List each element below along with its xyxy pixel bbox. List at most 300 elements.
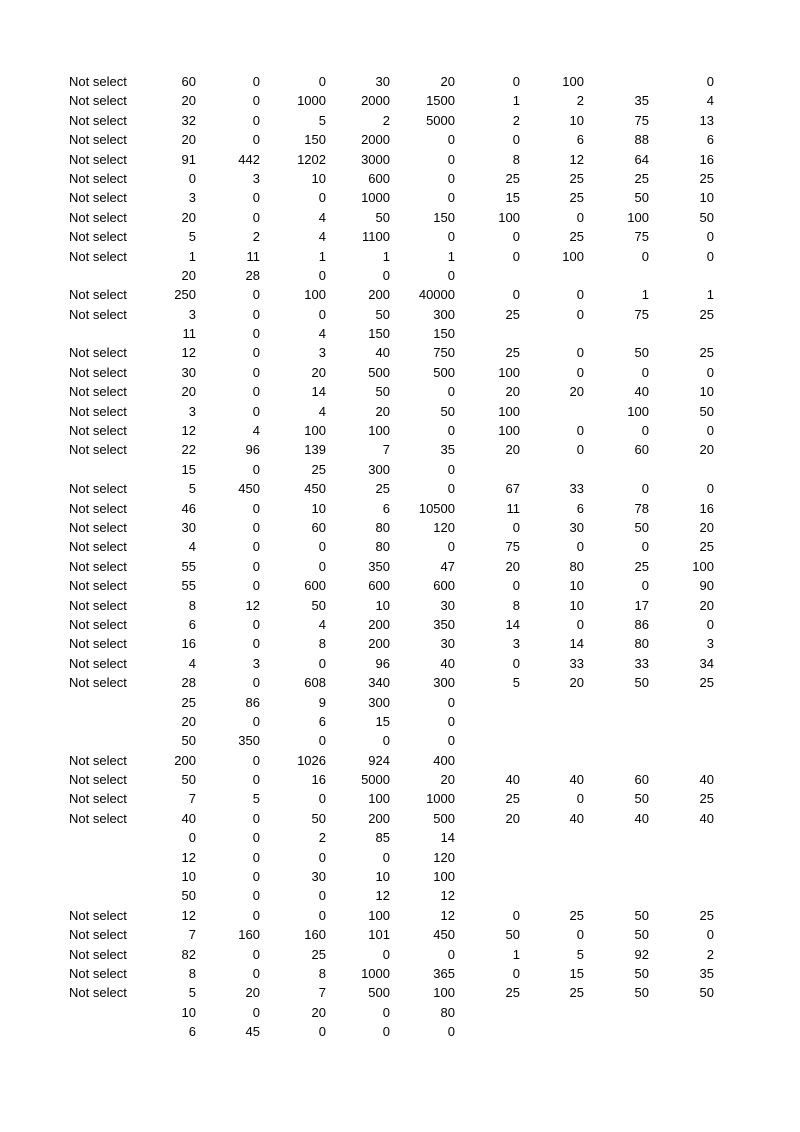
table-cell: 50	[634, 907, 649, 923]
table-cell: 4	[318, 616, 326, 632]
table-cell: 12	[245, 597, 260, 613]
table-cell: 46	[181, 500, 196, 516]
table-cell: 6	[576, 132, 584, 148]
table-cell: 0	[576, 345, 584, 361]
table-cell: 1	[318, 248, 326, 264]
table-cell: 0	[252, 907, 260, 923]
table-cell: 25	[569, 170, 584, 186]
table-cell: 15	[375, 713, 390, 729]
table-cell: 4	[318, 326, 326, 342]
table-cell: 3	[252, 655, 260, 671]
table-cell: 0	[641, 248, 649, 264]
table-cell: 30	[311, 869, 326, 885]
table-cell: 0	[188, 170, 196, 186]
table-cell: 5	[188, 481, 196, 497]
table-cell: 0	[318, 190, 326, 206]
table-cell: 12	[569, 151, 584, 167]
table-cell: 10	[699, 190, 714, 206]
table-cell: 0	[447, 539, 455, 555]
table-cell: 0	[576, 791, 584, 807]
table-cell: 4	[252, 423, 260, 439]
table-cell: 50	[699, 209, 714, 225]
table-cell: 1	[447, 248, 455, 264]
table-cell: 50	[505, 927, 520, 943]
row-status-cell: Not select	[69, 112, 127, 128]
table-row	[0, 596, 800, 615]
table-cell: 0	[382, 1024, 390, 1040]
table-row	[0, 150, 800, 169]
table-cell: 0	[252, 112, 260, 128]
table-cell: 300	[368, 694, 390, 710]
table-cell: 10	[311, 500, 326, 516]
table-cell: 3	[318, 345, 326, 361]
row-status-cell: Not select	[69, 810, 127, 826]
table-cell: 78	[634, 500, 649, 516]
table-cell: 12	[181, 849, 196, 865]
table-cell: 25	[699, 170, 714, 186]
table-cell: 25	[634, 558, 649, 574]
table-cell: 67	[505, 481, 520, 497]
table-cell: 96	[245, 442, 260, 458]
table-cell: 12	[181, 345, 196, 361]
table-cell: 1500	[426, 93, 455, 109]
table-cell: 0	[318, 888, 326, 904]
table-cell: 200	[174, 752, 196, 768]
table-cell: 300	[368, 461, 390, 477]
row-status-cell: Not select	[69, 151, 127, 167]
table-cell: 0	[447, 481, 455, 497]
table-cell: 20	[699, 442, 714, 458]
table-cell: 0	[252, 849, 260, 865]
row-status-cell: Not select	[69, 74, 127, 89]
row-status-cell: Not select	[69, 384, 127, 400]
table-row	[0, 343, 800, 362]
table-cell: 0	[382, 1004, 390, 1020]
table-cell: 0	[447, 132, 455, 148]
table-row	[0, 227, 800, 246]
table-cell: 20	[181, 93, 196, 109]
table-row	[0, 479, 800, 498]
table-cell: 10	[181, 869, 196, 885]
table-cell: 11	[246, 248, 260, 264]
table-cell: 0	[641, 539, 649, 555]
table-cell: 20	[505, 558, 520, 574]
table-cell: 0	[447, 384, 455, 400]
table-cell: 0	[318, 306, 326, 322]
table-cell: 500	[433, 364, 455, 380]
table-cell: 34	[699, 655, 714, 671]
table-cell: 50	[311, 597, 326, 613]
table-cell: 3	[188, 306, 196, 322]
table-cell: 250	[174, 287, 196, 303]
table-cell: 6	[576, 500, 584, 516]
table-cell: 1	[382, 248, 390, 264]
table-cell: 0	[576, 442, 584, 458]
table-cell: 14	[440, 830, 455, 846]
table-cell: 400	[433, 752, 455, 768]
table-cell: 86	[634, 616, 649, 632]
table-cell: 80	[375, 519, 390, 535]
table-cell: 85	[375, 830, 390, 846]
table-cell: 25	[311, 946, 326, 962]
row-status-cell: Not select	[69, 364, 127, 380]
table-cell: 0	[706, 423, 714, 439]
table-row	[0, 848, 800, 867]
table-cell: 1000	[361, 190, 390, 206]
table-cell: 25	[699, 345, 714, 361]
table-cell: 40	[375, 345, 390, 361]
table-cell: 55	[181, 578, 196, 594]
table-cell: 75	[505, 539, 520, 555]
table-cell: 2	[382, 112, 390, 128]
table-cell: 20	[311, 1004, 326, 1020]
table-cell: 160	[238, 927, 260, 943]
table-row	[0, 731, 800, 750]
table-cell: 0	[252, 326, 260, 342]
table-row	[0, 576, 800, 595]
table-row	[0, 111, 800, 130]
table-cell: 25	[505, 791, 520, 807]
table-cell: 600	[368, 578, 390, 594]
table-cell: 50	[181, 733, 196, 749]
table-cell: 25	[505, 345, 520, 361]
table-row	[0, 460, 800, 479]
table-cell: 20	[181, 132, 196, 148]
table-cell: 0	[318, 791, 326, 807]
table-cell: 365	[433, 965, 455, 981]
table-row	[0, 363, 800, 382]
table-cell: 20	[505, 384, 520, 400]
row-status-cell: Not select	[69, 345, 127, 361]
table-cell: 40	[699, 772, 714, 788]
table-cell: 0	[706, 616, 714, 632]
table-cell: 50	[634, 675, 649, 691]
table-cell: 3	[706, 636, 714, 652]
table-cell: 6	[318, 713, 326, 729]
table-cell: 25	[569, 985, 584, 1001]
table-row	[0, 886, 800, 905]
table-cell: 17	[634, 597, 649, 613]
table-cell: 450	[304, 481, 326, 497]
table-cell: 5	[318, 112, 326, 128]
table-cell: 0	[447, 267, 455, 283]
table-cell: 4	[318, 229, 326, 245]
row-status-cell: Not select	[69, 403, 127, 419]
table-cell: 5	[252, 791, 260, 807]
table-cell: 0	[576, 287, 584, 303]
row-status-cell: Not select	[69, 519, 127, 535]
table-cell: 200	[368, 287, 390, 303]
spreadsheet-table	[0, 72, 800, 1042]
table-cell: 200	[368, 636, 390, 652]
table-cell: 91	[181, 151, 196, 167]
table-cell: 16	[311, 772, 326, 788]
table-row	[0, 440, 800, 459]
table-cell: 0	[512, 655, 520, 671]
table-row	[0, 828, 800, 847]
table-cell: 0	[447, 694, 455, 710]
table-cell: 60	[311, 519, 326, 535]
table-cell: 100	[692, 558, 714, 574]
table-cell: 20	[181, 209, 196, 225]
table-row	[0, 1022, 800, 1041]
table-cell: 14	[569, 636, 584, 652]
table-cell: 150	[368, 326, 390, 342]
table-cell: 16	[181, 636, 196, 652]
table-cell: 50	[375, 384, 390, 400]
table-cell: 100	[627, 403, 649, 419]
row-status-cell: Not select	[69, 907, 127, 923]
table-cell: 8	[188, 597, 196, 613]
table-row	[0, 925, 800, 944]
table-cell: 100	[498, 364, 520, 380]
table-cell: 50	[634, 985, 649, 1001]
table-cell: 1	[641, 287, 649, 303]
table-cell: 20	[375, 403, 390, 419]
table-cell: 100	[368, 423, 390, 439]
table-cell: 12	[440, 888, 455, 904]
table-cell: 2000	[361, 93, 390, 109]
table-row	[0, 499, 800, 518]
row-status-cell: Not select	[69, 578, 127, 594]
table-cell: 35	[699, 965, 714, 981]
table-cell: 0	[447, 1024, 455, 1040]
table-cell: 0	[576, 927, 584, 943]
table-cell: 0	[252, 869, 260, 885]
table-cell: 8	[318, 965, 326, 981]
table-cell: 30	[440, 636, 455, 652]
table-cell: 13	[699, 112, 714, 128]
table-cell: 0	[576, 209, 584, 225]
table-cell: 0	[447, 713, 455, 729]
table-cell: 5	[188, 985, 196, 1001]
table-cell: 4	[188, 655, 196, 671]
table-row	[0, 673, 800, 692]
table-cell: 2	[576, 93, 584, 109]
table-cell: 20	[505, 442, 520, 458]
table-cell: 25	[569, 907, 584, 923]
table-cell: 50	[634, 965, 649, 981]
table-cell: 0	[641, 423, 649, 439]
table-cell: 10	[569, 112, 584, 128]
table-row	[0, 382, 800, 401]
table-cell: 0	[252, 772, 260, 788]
table-cell: 50	[699, 403, 714, 419]
row-status-cell: Not select	[69, 481, 127, 497]
table-cell: 0	[512, 74, 520, 89]
table-cell: 0	[252, 74, 260, 89]
table-cell: 100	[433, 869, 455, 885]
table-cell: 0	[252, 558, 260, 574]
row-status-cell: Not select	[69, 287, 127, 303]
table-cell: 20	[699, 519, 714, 535]
table-cell: 600	[433, 578, 455, 594]
table-cell: 101	[368, 927, 390, 943]
table-cell: 3	[252, 170, 260, 186]
table-cell: 608	[304, 675, 326, 691]
table-cell: 100	[627, 209, 649, 225]
row-status-cell: Not select	[69, 985, 127, 1001]
table-cell: 88	[634, 132, 649, 148]
table-cell: 150	[433, 209, 455, 225]
table-cell: 25	[569, 229, 584, 245]
table-row	[0, 421, 800, 440]
row-status-cell: Not select	[69, 791, 127, 807]
table-cell: 0	[641, 578, 649, 594]
table-row	[0, 964, 800, 983]
row-status-cell: Not select	[69, 170, 127, 186]
table-cell: 90	[699, 578, 714, 594]
table-cell: 0	[252, 345, 260, 361]
table-cell: 25	[505, 985, 520, 1001]
table-cell: 5000	[361, 772, 390, 788]
table-cell: 100	[304, 423, 326, 439]
table-cell: 100	[562, 74, 584, 89]
table-cell: 10	[569, 578, 584, 594]
table-cell: 10	[569, 597, 584, 613]
table-cell: 0	[252, 209, 260, 225]
table-cell: 0	[252, 810, 260, 826]
table-cell: 0	[706, 927, 714, 943]
table-cell: 50	[634, 190, 649, 206]
table-cell: 6	[382, 500, 390, 516]
table-cell: 1	[188, 248, 196, 264]
table-cell: 0	[318, 558, 326, 574]
table-cell: 11	[182, 326, 196, 342]
table-cell: 2	[512, 112, 520, 128]
table-cell: 0	[447, 946, 455, 962]
table-cell: 450	[238, 481, 260, 497]
table-cell: 120	[433, 849, 455, 865]
table-cell: 28	[181, 675, 196, 691]
table-cell: 0	[706, 481, 714, 497]
table-cell: 50	[375, 209, 390, 225]
table-cell: 0	[252, 384, 260, 400]
table-cell: 8	[188, 965, 196, 981]
table-row	[0, 402, 800, 421]
table-cell: 25	[181, 694, 196, 710]
table-cell: 45	[245, 1024, 260, 1040]
table-cell: 0	[706, 248, 714, 264]
table-row	[0, 169, 800, 188]
row-status-cell: Not select	[69, 772, 127, 788]
table-cell: 1000	[361, 965, 390, 981]
table-cell: 5	[188, 229, 196, 245]
table-cell: 0	[318, 1024, 326, 1040]
table-cell: 0	[318, 267, 326, 283]
table-cell: 8	[318, 636, 326, 652]
row-status-cell: Not select	[69, 636, 127, 652]
table-cell: 20	[569, 384, 584, 400]
table-row	[0, 693, 800, 712]
table-cell: 0	[512, 519, 520, 535]
table-cell: 30	[375, 74, 390, 89]
table-cell: 6	[188, 1024, 196, 1040]
table-cell: 40	[569, 772, 584, 788]
table-cell: 0	[252, 713, 260, 729]
table-row	[0, 712, 800, 731]
table-row	[0, 789, 800, 808]
table-cell: 0	[641, 364, 649, 380]
table-cell: 35	[634, 93, 649, 109]
table-cell: 3	[188, 403, 196, 419]
table-row	[0, 809, 800, 828]
row-status-cell: Not select	[69, 93, 127, 109]
table-cell: 20	[181, 713, 196, 729]
table-cell: 33	[634, 655, 649, 671]
table-cell: 30	[569, 519, 584, 535]
table-row	[0, 945, 800, 964]
table-cell: 20	[440, 74, 455, 89]
table-cell: 30	[440, 597, 455, 613]
table-cell: 1026	[297, 752, 326, 768]
table-cell: 0	[252, 1004, 260, 1020]
table-cell: 32	[181, 112, 196, 128]
table-cell: 0	[252, 93, 260, 109]
table-cell: 40	[569, 810, 584, 826]
table-cell: 25	[699, 675, 714, 691]
table-cell: 300	[433, 675, 455, 691]
row-status-cell: Not select	[69, 248, 127, 264]
table-cell: 75	[634, 229, 649, 245]
table-cell: 0	[252, 888, 260, 904]
table-cell: 160	[304, 927, 326, 943]
table-cell: 0	[447, 423, 455, 439]
table-cell: 0	[318, 539, 326, 555]
table-row	[0, 751, 800, 770]
table-cell: 33	[569, 655, 584, 671]
table-cell: 50	[181, 888, 196, 904]
table-cell: 75	[634, 306, 649, 322]
table-cell: 14	[311, 384, 326, 400]
table-cell: 40	[505, 772, 520, 788]
table-cell: 200	[368, 616, 390, 632]
table-cell: 1000	[297, 93, 326, 109]
table-cell: 500	[368, 985, 390, 1001]
row-status-cell: Not select	[69, 500, 127, 516]
table-cell: 0	[576, 306, 584, 322]
table-cell: 600	[368, 170, 390, 186]
row-status-cell: Not select	[69, 655, 127, 671]
table-cell: 0	[512, 229, 520, 245]
table-cell: 25	[699, 306, 714, 322]
table-cell: 0	[252, 132, 260, 148]
table-cell: 0	[447, 461, 455, 477]
table-cell: 0	[318, 733, 326, 749]
table-cell: 0	[512, 578, 520, 594]
table-cell: 0	[447, 733, 455, 749]
table-cell: 0	[318, 849, 326, 865]
table-cell: 0	[512, 965, 520, 981]
table-cell: 80	[569, 558, 584, 574]
table-cell: 5	[512, 675, 520, 691]
table-row	[0, 770, 800, 789]
table-cell: 25	[375, 481, 390, 497]
table-cell: 350	[368, 558, 390, 574]
table-cell: 4	[318, 403, 326, 419]
table-cell: 0	[252, 636, 260, 652]
row-status-cell: Not select	[69, 558, 127, 574]
table-cell: 33	[569, 481, 584, 497]
table-cell: 16	[699, 500, 714, 516]
table-row	[0, 247, 800, 266]
table-row	[0, 72, 800, 91]
table-cell: 20	[699, 597, 714, 613]
row-status-cell: Not select	[69, 675, 127, 691]
table-row	[0, 983, 800, 1002]
table-row	[0, 91, 800, 110]
table-cell: 0	[382, 946, 390, 962]
